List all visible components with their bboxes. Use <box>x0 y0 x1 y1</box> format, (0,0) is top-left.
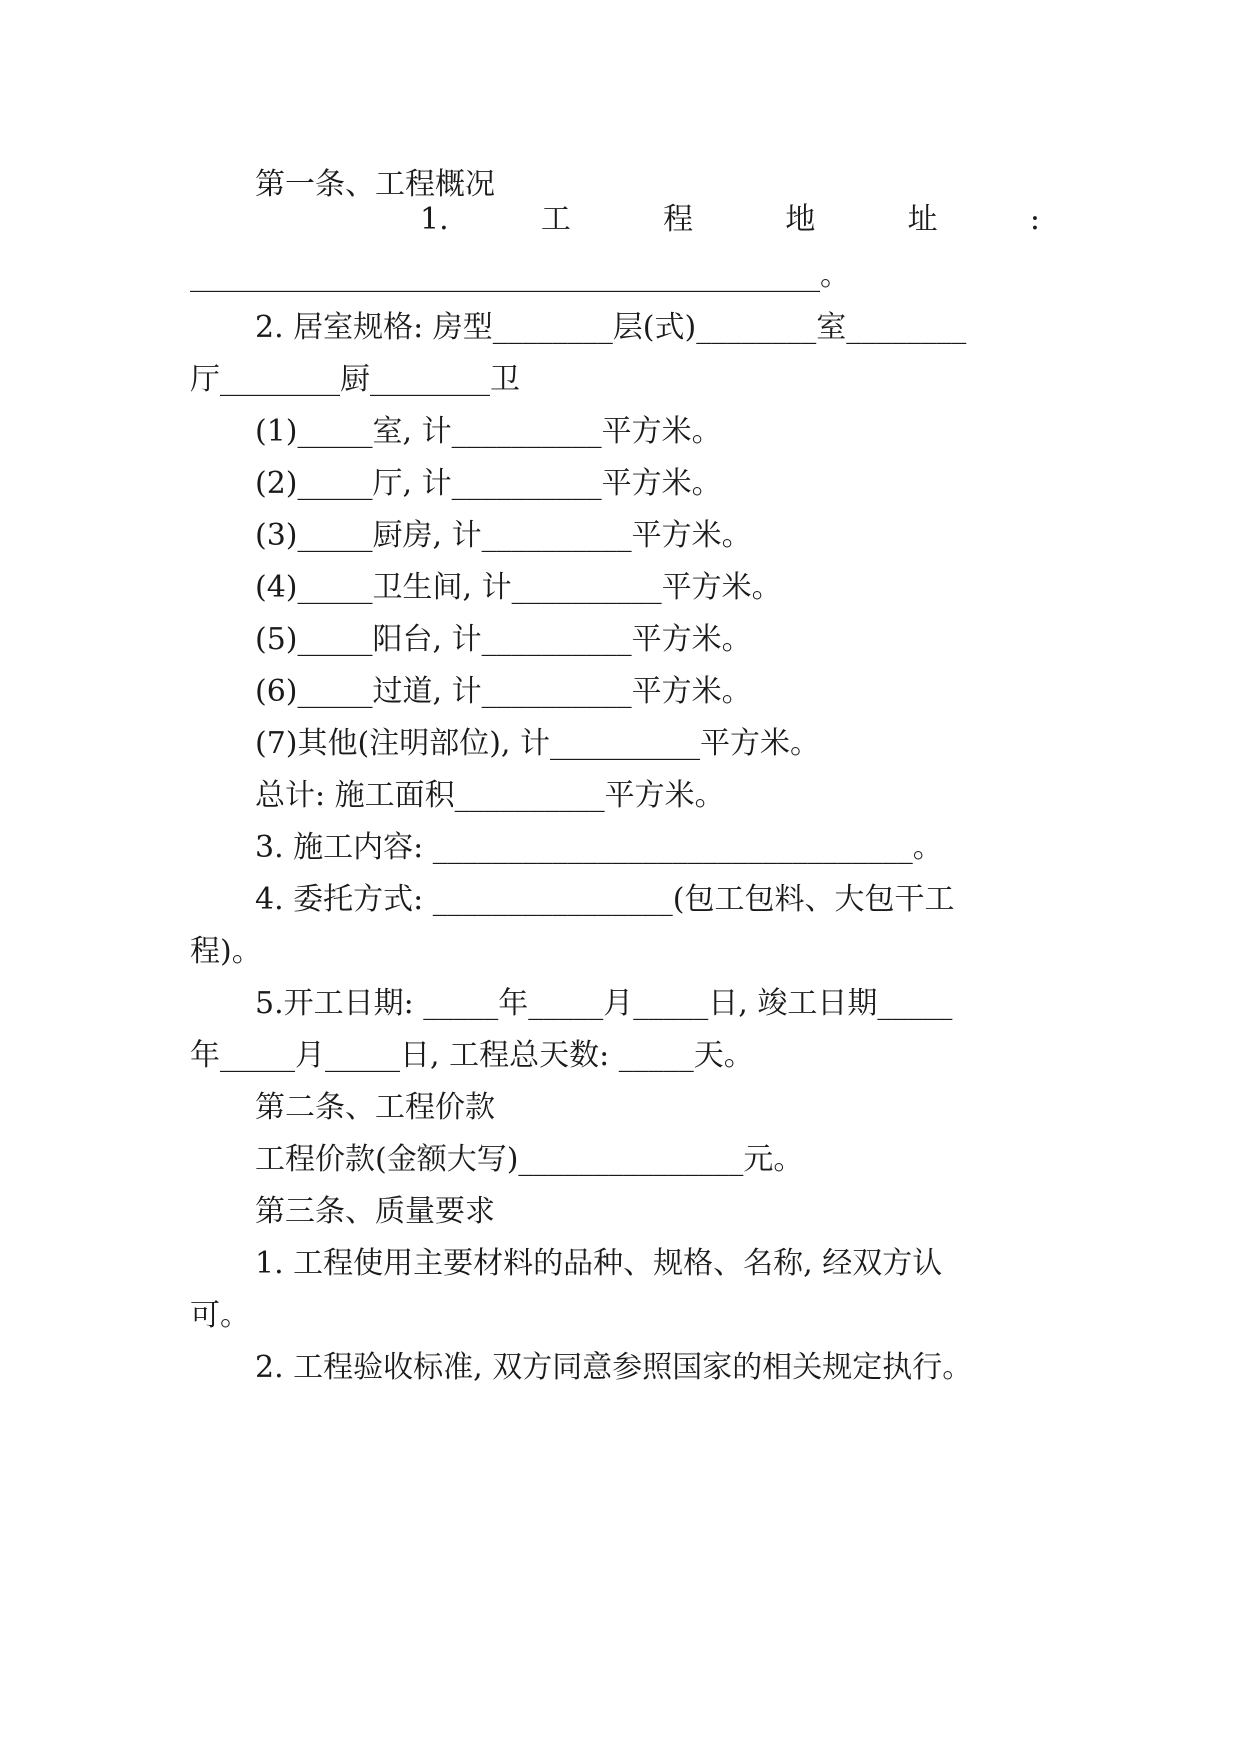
address-heading-part: 地 <box>785 202 816 237</box>
quality-item-1: 1. 工程使用主要材料的品种、规格、名称, 经双方认 <box>255 1246 943 1281</box>
price-line: 工程价款(金额大写)_______________元。 <box>255 1142 804 1177</box>
address-heading-part: 工 <box>540 202 571 237</box>
room-spec-line-cont: 厅________厨________卫 <box>190 362 520 397</box>
address-heading <box>420 200 1040 240</box>
address-blank-line: __________________________________________。 <box>190 258 850 293</box>
commission-method-line: 4. 委托方式: ________________(包工包料、大包干工 <box>255 882 955 917</box>
quality-item-1-cont: 可。 <box>190 1298 250 1333</box>
area-total: 总计: 施工面积__________平方米。 <box>255 778 725 813</box>
area-item-7: (7)其他(注明部位), 计__________平方米。 <box>255 726 820 761</box>
address-heading-part: : <box>1029 202 1040 237</box>
commission-method-line-cont: 程)。 <box>190 934 262 969</box>
section-1-heading: 第一条、工程概况 <box>255 167 495 202</box>
area-item-4: (4)_____卫生间, 计__________平方米。 <box>255 570 782 605</box>
address-heading-part: 程 <box>663 202 694 237</box>
area-item-3: (3)_____厨房, 计__________平方米。 <box>255 518 752 553</box>
address-heading-part: 1. <box>420 202 449 237</box>
area-item-6: (6)_____过道, 计__________平方米。 <box>255 674 752 709</box>
work-content-line: 3. 施工内容: ________________________________。 <box>255 830 943 865</box>
area-item-5: (5)_____阳台, 计__________平方米。 <box>255 622 752 657</box>
area-item-2: (2)_____厅, 计__________平方米。 <box>255 466 722 501</box>
address-heading-part: 址 <box>907 202 938 237</box>
room-spec-line: 2. 居室规格: 房型________层(式)________室________ <box>255 310 967 345</box>
schedule-line: 5.开工日期: _____年_____月_____日, 竣工日期_____ <box>255 986 953 1021</box>
schedule-line-cont: 年_____月_____日, 工程总天数: _____天。 <box>190 1038 754 1073</box>
quality-item-2: 2. 工程验收标准, 双方同意参照国家的相关规定执行。 <box>255 1350 973 1385</box>
area-item-1: (1)_____室, 计__________平方米。 <box>255 414 722 449</box>
section-2-heading: 第二条、工程价款 <box>255 1090 495 1125</box>
section-3-heading: 第三条、质量要求 <box>255 1194 495 1229</box>
